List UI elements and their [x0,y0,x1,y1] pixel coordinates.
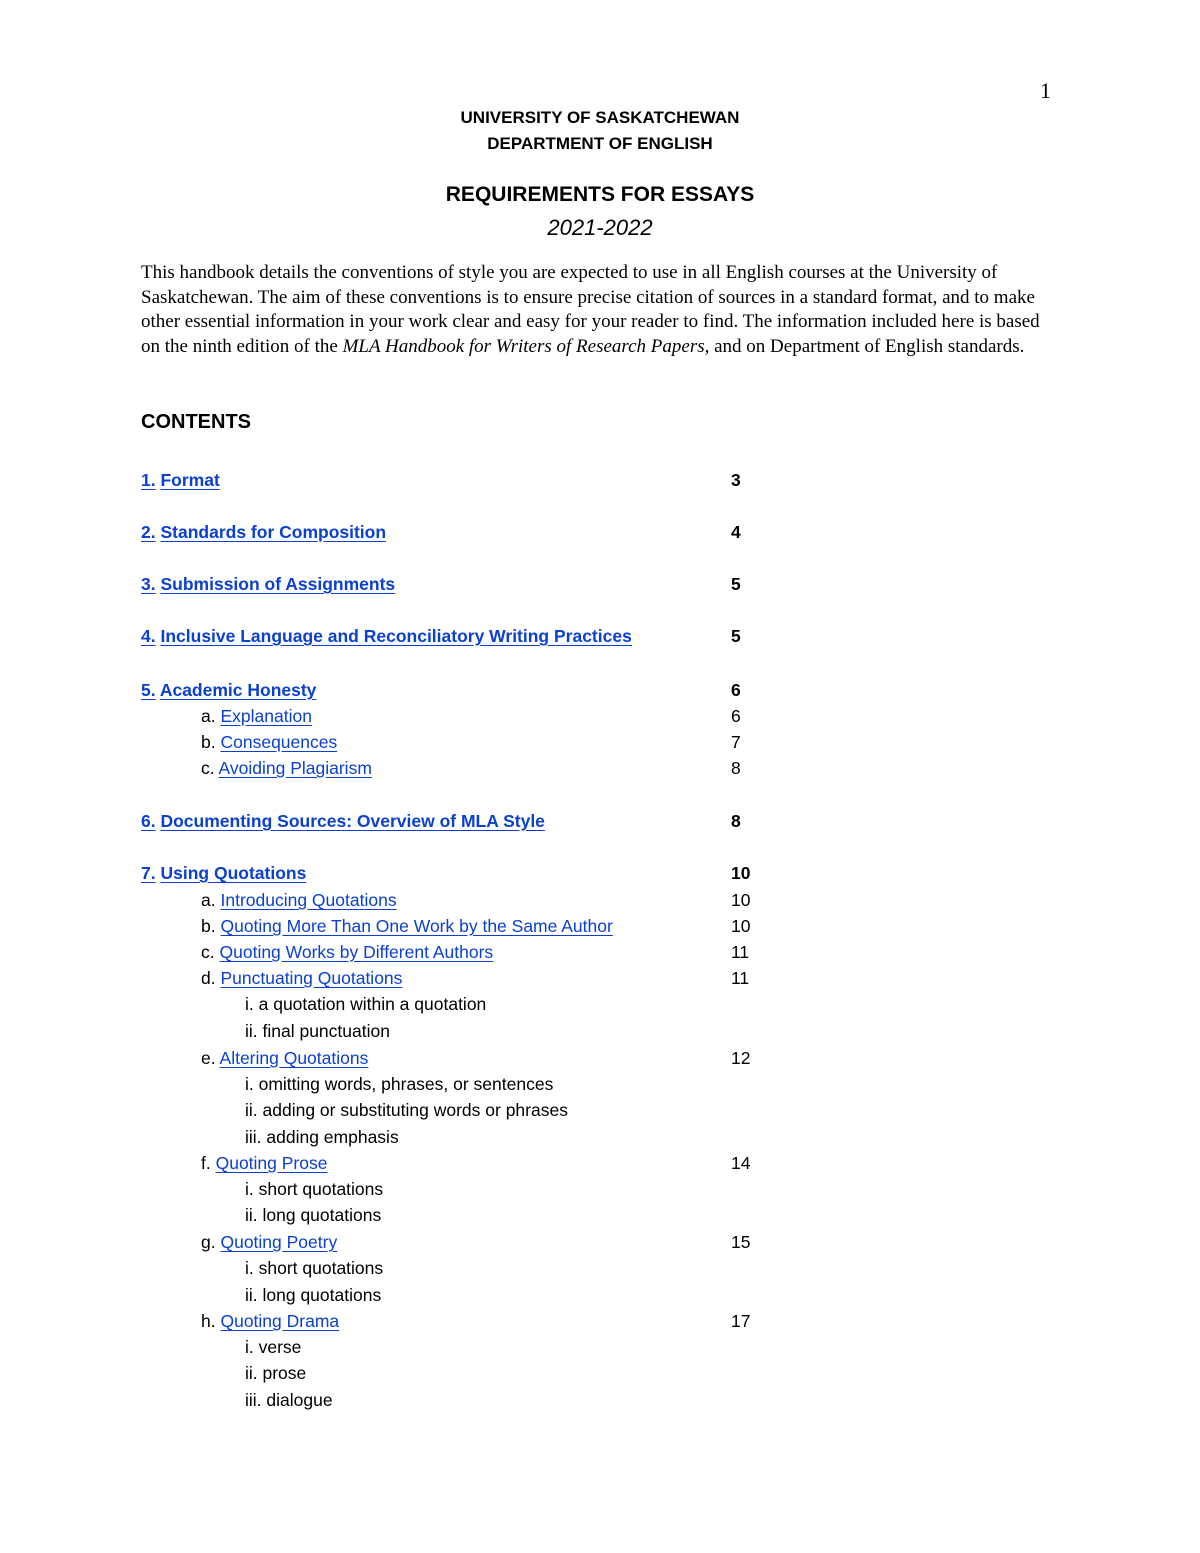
toc-page-number: 7 [731,732,741,752]
toc-label [201,890,397,911]
toc-label [201,942,493,963]
toc-subentry [141,1127,781,1151]
toc-page-number: 5 [731,574,741,594]
page-number: 1 [1040,78,1051,103]
toc-link-format[interactable]: Format [160,470,220,490]
toc-link-submission[interactable]: Submission of Assignments [160,574,396,594]
contents-heading: CONTENTS [141,411,251,433]
toc-subentry [141,1074,781,1098]
toc-page-number: 10 [731,890,751,910]
toc-page-number: 6 [731,706,741,726]
toc-subentry [141,1390,781,1414]
toc-subentry-label: ii. adding or substituting words or phrases [245,1100,568,1120]
toc-page-number: 11 [731,942,750,962]
toc-entry-avoiding-plagiarism [141,758,781,782]
toc-entry-different-authors [141,942,781,966]
toc-letter: h. [201,1311,216,1331]
toc-subentry [141,1285,781,1309]
toc-subentry-label: iii. adding emphasis [245,1127,399,1147]
document-year: 2021-2022 [547,215,653,240]
toc-link-academic-honesty[interactable]: Academic Honesty [159,680,317,700]
toc-link-introducing-quotations[interactable]: Introducing Quotations [220,890,397,910]
toc-subentry-label: ii. final punctuation [245,1021,390,1041]
toc-link-documenting-sources[interactable]: Documenting Sources: Overview of MLA Style [160,811,545,831]
toc-page-number: 4 [731,522,741,542]
toc-entry-quoting-drama [141,1311,781,1335]
toc-link-punctuating-quotations[interactable]: Punctuating Quotations [220,968,403,988]
department-name: DEPARTMENT OF ENGLISH [487,134,713,153]
toc-subentry-label: ii. long quotations [245,1205,382,1225]
toc-page-number: 12 [731,1048,751,1068]
toc-link-same-author[interactable]: Quoting More Than One Work by the Same Author [220,916,613,936]
toc-subentry-label: i. a quotation within a quotation [245,994,487,1014]
intro-book-title: MLA Handbook for Writers of Research Papers, [342,335,710,357]
toc-link-quoting-poetry[interactable]: Quoting Poetry [220,1232,338,1252]
toc-link-inclusive-language[interactable]: Inclusive Language and Reconciliatory Writing Practices [160,626,632,646]
toc-link-using-quotations[interactable]: Using Quotations [160,863,307,883]
toc-label [141,811,545,832]
toc-label [141,863,306,884]
toc-label [201,758,372,779]
toc-number[interactable]: 4. [141,626,156,646]
toc-entry-documenting-sources [141,811,781,835]
toc-letter: b. [201,916,216,936]
toc-letter: g. [201,1232,216,1252]
toc-entry-same-author [141,916,781,940]
toc-page-number: 5 [731,626,741,646]
toc-number[interactable]: 7. [141,863,156,883]
toc-subentry [141,1337,781,1361]
toc-label [141,574,395,595]
toc-subentry-label: i. omitting words, phrases, or sentences [245,1074,554,1094]
toc-subentry [141,1363,781,1387]
toc-label [141,626,632,647]
toc-entry-quoting-prose [141,1153,781,1177]
toc-link-altering-quotations[interactable]: Altering Quotations [219,1048,369,1068]
university-name: UNIVERSITY OF SASKATCHEWAN [460,108,740,127]
toc-page-number: 15 [731,1232,751,1252]
toc-entry-standards [141,522,781,546]
document-title: REQUIREMENTS FOR ESSAYS [445,183,755,206]
toc-page-number: 3 [731,470,741,490]
toc-number[interactable]: 6. [141,811,156,831]
intro-text-end: and on Department of English standards. [709,335,1025,357]
toc-label [201,706,312,727]
toc-page-number: 6 [731,680,741,700]
toc-subentry-label: iii. dialogue [245,1390,333,1410]
toc-subentry-label: ii. prose [245,1363,307,1383]
toc-subentry-label: i. verse [245,1337,302,1357]
toc-entry-submission [141,574,781,598]
toc-letter: c. [201,942,215,962]
toc-page-number: 14 [731,1153,751,1173]
toc-number[interactable]: 3. [141,574,156,594]
toc-subentry [141,1100,781,1124]
toc-subentry [141,994,781,1018]
toc-entry-explanation [141,706,781,730]
toc-label [201,916,613,937]
toc-page-number: 10 [731,863,751,883]
toc-number[interactable]: 2. [141,522,156,542]
toc-entry-introducing-quotations [141,890,781,914]
intro-paragraph [141,261,1061,359]
toc-label [201,1311,339,1332]
toc-number[interactable]: 1. [141,470,156,490]
toc-entry-academic-honesty [141,680,781,704]
toc-page-number: 8 [731,811,741,831]
toc-label [141,470,220,491]
toc-label [201,1153,327,1174]
toc-link-different-authors[interactable]: Quoting Works by Different Authors [219,942,494,962]
toc-letter: a. [201,706,216,726]
toc-letter: e. [201,1048,216,1068]
toc-link-consequences[interactable]: Consequences [220,732,338,752]
toc-subentry [141,1021,781,1045]
toc-entry-punctuating-quotations [141,968,781,992]
toc-entry-consequences [141,732,781,756]
intro-text: This handbook details the conventions of style you are expected to use in all English courses at the University of Saskatchewan. The aim of these conventions is to ensure precise citation of sources in a standard format, and to make other essential information in your work clear and easy for your reader to find. The information included here is based on the ninth edition of the [141,262,1040,357]
toc-link-quoting-prose[interactable]: Quoting Prose [215,1153,328,1173]
toc-link-quoting-drama[interactable]: Quoting Drama [220,1311,340,1331]
toc-label [141,522,386,543]
toc-entry-inclusive-language [141,626,781,650]
toc-label [201,968,402,989]
toc-letter: d. [201,968,216,988]
toc-page-number: 10 [731,916,751,936]
toc-label [201,732,337,753]
toc-subentry-label: i. short quotations [245,1258,384,1278]
toc-subentry [141,1205,781,1229]
toc-subentry [141,1258,781,1282]
toc-entry-altering-quotations [141,1048,781,1072]
toc-link-explanation[interactable]: Explanation [220,706,312,726]
toc-subentry [141,1179,781,1203]
toc-link-avoiding-plagiarism[interactable]: Avoiding Plagiarism [218,758,372,778]
toc-label [141,680,316,701]
toc-link-standards[interactable]: Standards for Composition [160,522,387,542]
toc-number[interactable]: 5. [141,680,156,700]
toc-letter: f. [201,1153,211,1173]
toc-page-number: 17 [731,1311,751,1331]
toc-subentry-label: ii. long quotations [245,1285,382,1305]
toc-page-number: 8 [731,758,741,778]
toc-letter: c. [201,758,215,778]
toc-subentry-label: i. short quotations [245,1179,384,1199]
toc-page-number: 11 [731,968,750,988]
toc-label [201,1232,337,1253]
toc-entry-using-quotations [141,863,781,887]
toc-letter: a. [201,890,216,910]
toc-entry-quoting-poetry [141,1232,781,1256]
toc-entry-format [141,470,781,494]
toc-letter: b. [201,732,216,752]
toc-label [201,1048,368,1069]
